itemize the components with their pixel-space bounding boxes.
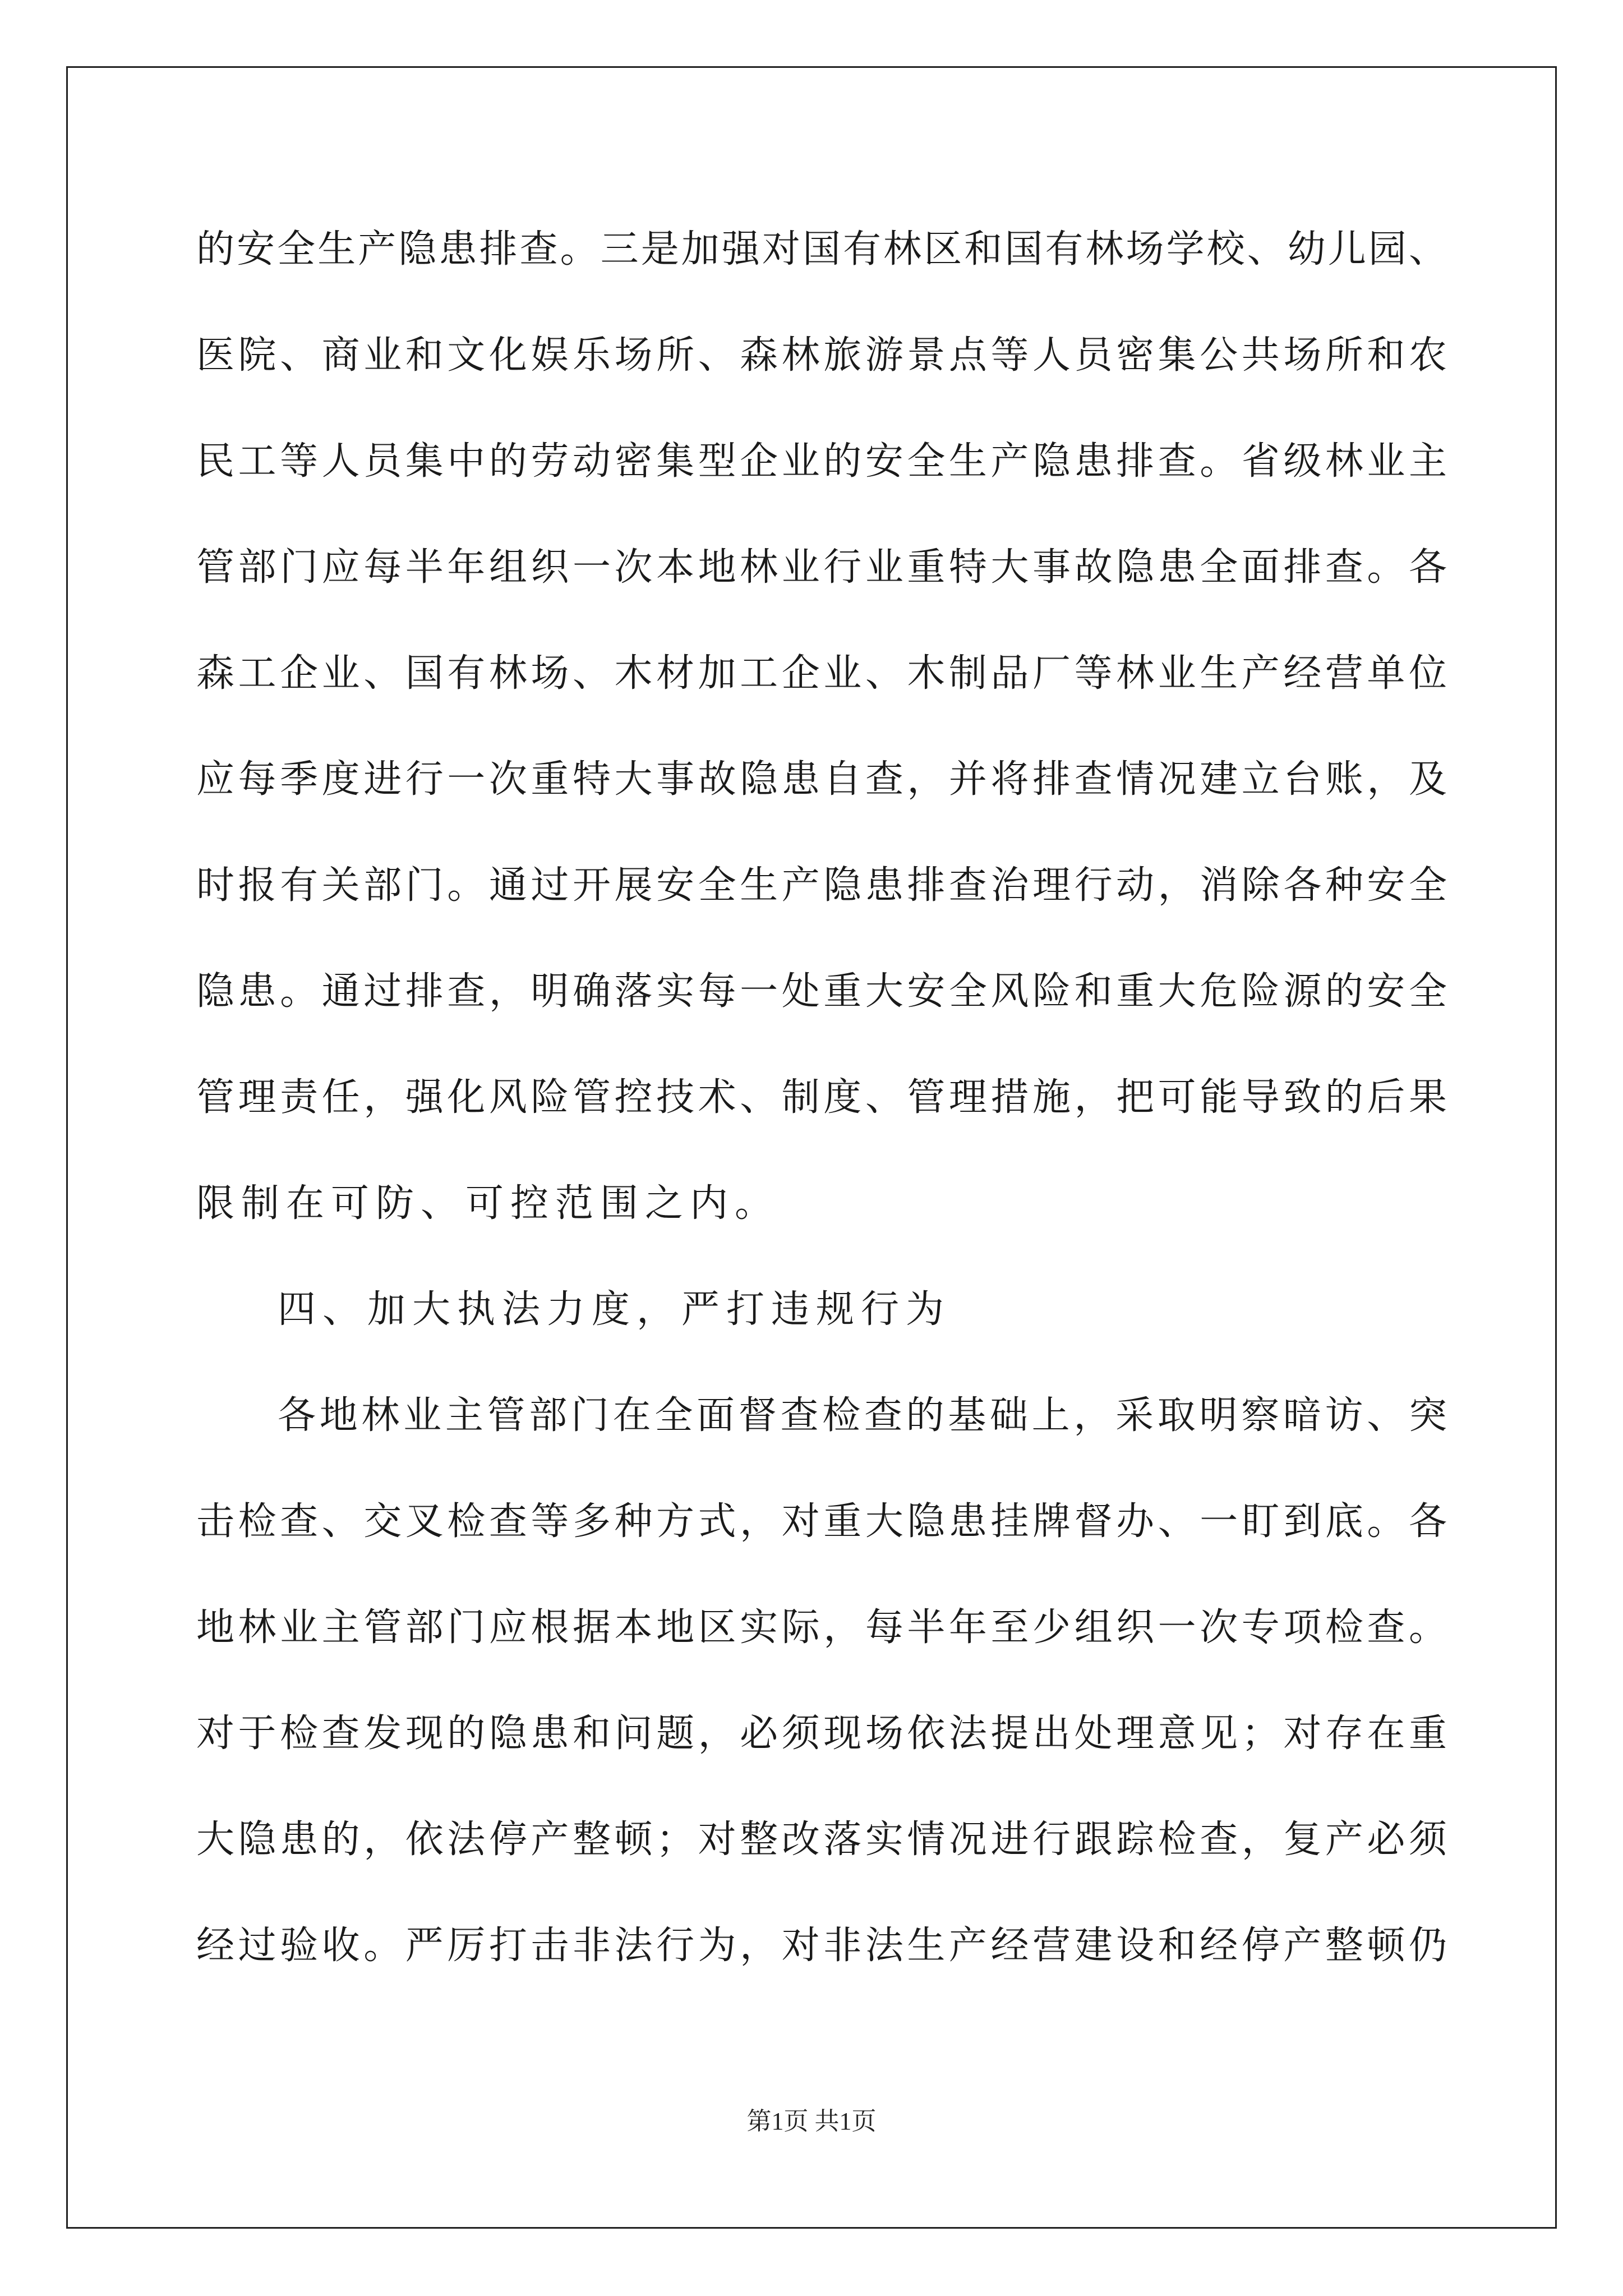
paragraph-line: 的安全生产隐患排查。三是加强对国有林区和国有林场学校、幼儿园、 bbox=[196, 227, 1447, 272]
paragraph-line: 大隐患的，依法停产整顿；对整改落实情况进行跟踪检查，复产必须 bbox=[196, 1818, 1447, 1862]
paragraph-line: 对于检查发现的隐患和问题，必须现场依法提出处理意见；对存在重 bbox=[196, 1711, 1447, 1756]
paragraph-line: 管理责任，强化风险管控技术、制度、管理措施，把可能导致的后果 bbox=[196, 1075, 1447, 1120]
paragraph-line: 应每季度进行一次重特大事故隐患自查，并将排查情况建立台账，及 bbox=[196, 757, 1447, 802]
section-heading: 四、加大执法力度，严打违规行为 bbox=[278, 1287, 951, 1332]
paragraph-line: 击检查、交叉检查等多种方式，对重大隐患挂牌督办、一盯到底。各 bbox=[196, 1499, 1447, 1544]
paragraph-line: 经过验收。严厉打击非法行为，对非法生产经营建设和经停产整顿仍 bbox=[196, 1924, 1447, 1968]
paragraph-line: 民工等人员集中的劳动密集型企业的安全生产隐患排查。省级林业主 bbox=[196, 439, 1447, 484]
paragraph-line: 时报有关部门。通过开展安全生产隐患排查治理行动，消除各种安全 bbox=[196, 863, 1447, 908]
paragraph-line: 医院、商业和文化娱乐场所、森林旅游景点等人员密集公共场所和农 bbox=[196, 333, 1447, 378]
page-footer: 第1页 共1页 bbox=[746, 2108, 877, 2135]
document-body bbox=[196, 196, 1447, 1999]
paragraph-line: 森工企业、国有林场、木材加工企业、木制品厂等林业生产经营单位 bbox=[196, 651, 1447, 696]
paragraph-line: 地林业主管部门应根据本地区实际，每半年至少组织一次专项检查。 bbox=[196, 1605, 1447, 1650]
paragraph-line: 隐患。通过排查，明确落实每一处重大安全风险和重大危险源的安全 bbox=[196, 969, 1447, 1014]
paragraph-line: 管部门应每半年组织一次本地林业行业重特大事故隐患全面排查。各 bbox=[196, 545, 1447, 590]
paragraph-line: 限制在可防、可控范围之内。 bbox=[196, 1181, 780, 1226]
paragraph-line: 各地林业主管部门在全面督查检查的基础上，采取明察暗访、突 bbox=[278, 1393, 1447, 1438]
